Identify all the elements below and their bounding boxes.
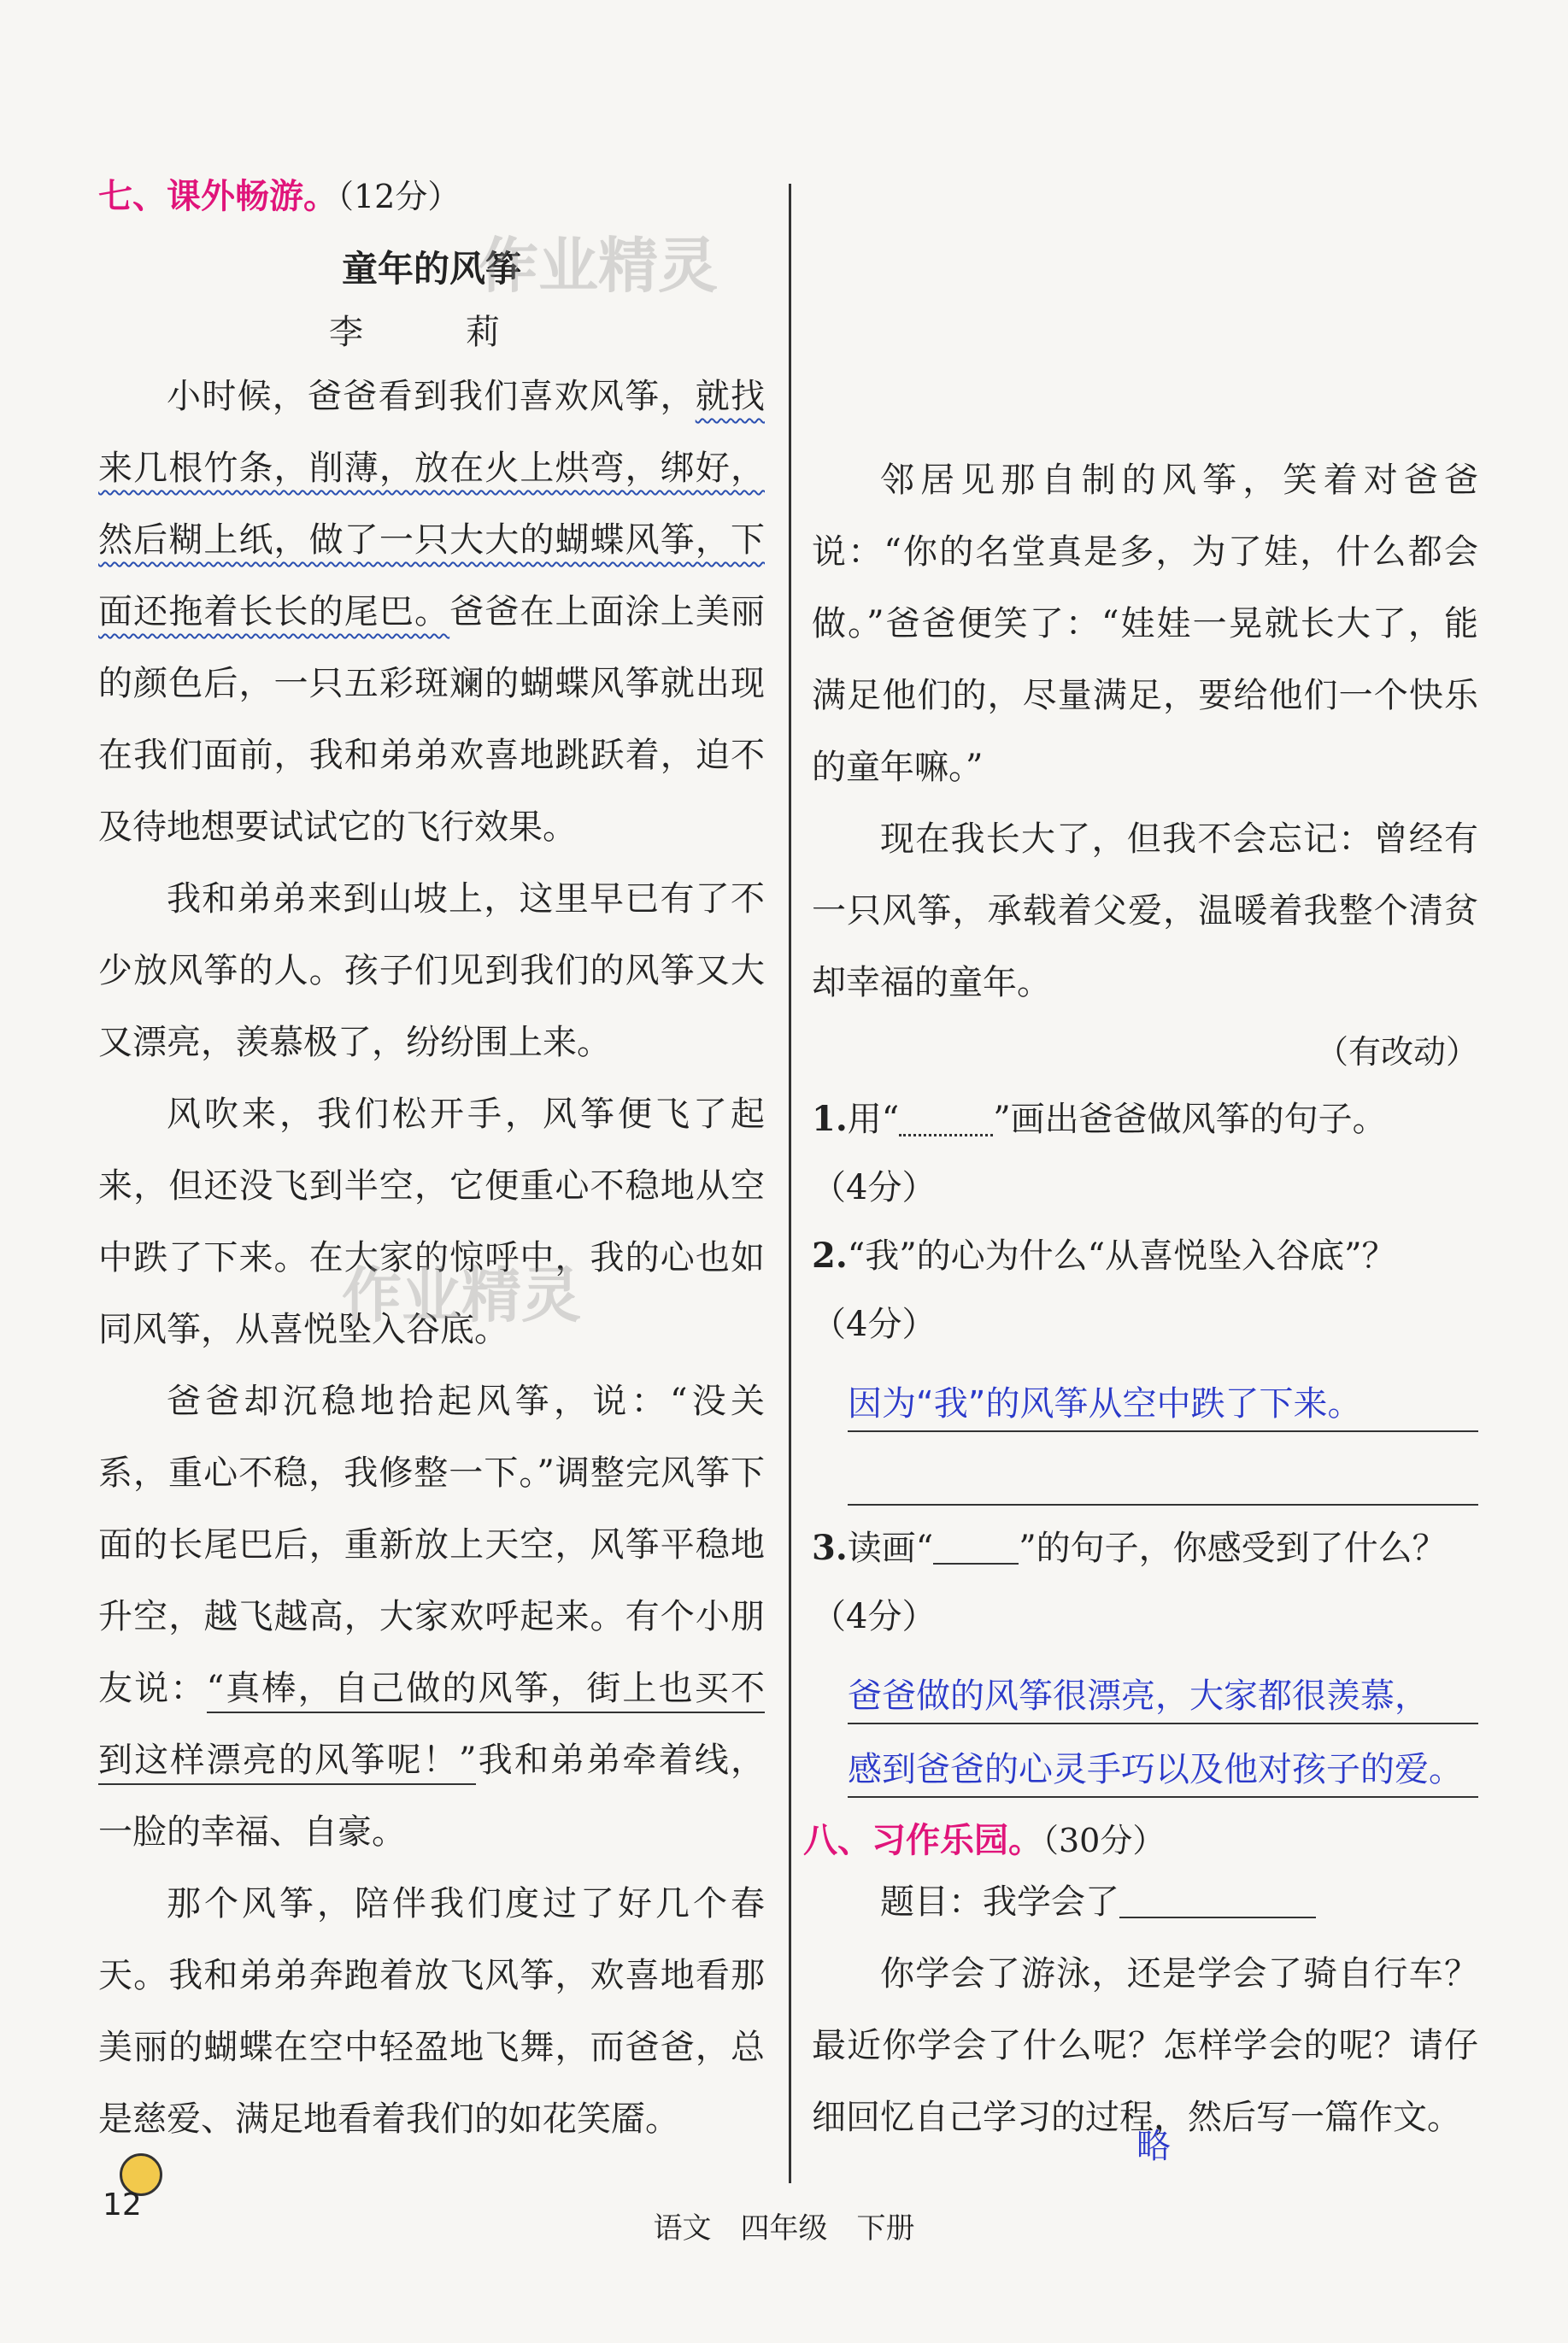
paragraph-1-end: 爸爸在上面涂上美丽的颜色后，一只五彩斑斓的蝴蝶风筝就出现在我们面前，我和弟弟欢喜地跳跃着，迫不及待地想要试试它的飞行效果。 bbox=[98, 592, 766, 847]
section-7-title: 七、课外畅游。 bbox=[98, 177, 338, 216]
article-credit: （有改动） bbox=[1315, 1033, 1478, 1071]
question-1 bbox=[812, 1085, 1478, 1222]
question-1-text-end: ”画出爸爸做风筝的句子。 bbox=[993, 1100, 1387, 1139]
essay-topic-text: 题目：我学会了 bbox=[880, 1882, 1119, 1922]
question-1-number: 1. bbox=[812, 1099, 848, 1139]
paragraph-1 bbox=[98, 361, 765, 863]
question-1-text-start: 用“ bbox=[847, 1100, 900, 1139]
paragraph-7: 现在我长大了，但我不会忘记：曾经有一只风筝，承载着父爱，温暖着我整个清贫却幸福的童年。 bbox=[812, 819, 1478, 1002]
answer-3-line2: 感到爸爸的心灵手巧以及他对孩子的爱。 bbox=[848, 1750, 1463, 1789]
paragraph-5: 那个风筝，陪伴我们度过了好几个春天。我和弟弟奔跑着放飞风筝，欢喜地看那美丽的蝴蝶在空中轻盈地飞舞，而爸爸，总是慈爱、满足地看着我们的如花笑靥。 bbox=[98, 1884, 765, 2139]
section-7-score: （12分） bbox=[338, 178, 461, 215]
wavy-line-symbol bbox=[899, 1108, 993, 1136]
question-3-score: （4分） bbox=[812, 1597, 937, 1636]
watermark-top: 作业精灵 bbox=[479, 231, 718, 301]
section-8-title: 八、习作乐园。 bbox=[803, 1821, 1042, 1860]
article-author: 李 莉 bbox=[329, 313, 534, 352]
footer-book-info: 语文 四年级 下册 bbox=[653, 2211, 915, 2246]
section-8-score: （30分） bbox=[1042, 1822, 1166, 1859]
answer-line-2b[interactable] bbox=[848, 1432, 1478, 1506]
paragraph-6: 邻居见那自制的风筝，笑着对爸爸说：“你的名堂真是多，为了娃，什么都会做。”爸爸便笑了：“娃娃一晃就长大了，能满足他们的，尽量满足，要给他们一个快乐的童年嘛。” bbox=[812, 461, 1478, 787]
column-divider bbox=[789, 184, 791, 2183]
paragraph-3: 风吹来，我们松开手，风筝便飞了起来，但还没飞到半空，它便重心不稳地从空中跌了下来。在大家的惊呼中，我的心也如同风筝，从喜悦坠入谷底。 bbox=[98, 1095, 765, 1349]
question-2-text: “我”的心为什么“从喜悦坠入谷底”？ bbox=[847, 1236, 1396, 1276]
essay-prompt: 你学会了游泳，还是学会了骑自行车？最近你学会了什么呢？怎样学会的呢？请仔细回忆自己学习的过程，然后写一篇作文。 bbox=[812, 1954, 1478, 2137]
question-3 bbox=[812, 1514, 1478, 1651]
paragraph-1-start: 小时候，爸爸看到我们喜欢风筝， bbox=[167, 377, 696, 416]
straight-line-symbol bbox=[933, 1537, 1019, 1565]
left-column bbox=[98, 171, 765, 2155]
answer-line-3b[interactable] bbox=[848, 1724, 1478, 1798]
paragraph-4 bbox=[98, 1365, 765, 1868]
question-2-number: 2. bbox=[812, 1236, 848, 1276]
essay-topic bbox=[812, 1866, 1478, 1938]
section-7-heading bbox=[98, 171, 765, 222]
watermark-middle: 作业精灵 bbox=[342, 1260, 581, 1330]
article-title: 童年的风筝 bbox=[341, 248, 521, 290]
paragraph-2: 我和弟弟来到山坡上，这里早已有了不少放风筝的人。孩子们见到我们的风筝又大又漂亮，羡慕极了，纷纷围上来。 bbox=[98, 879, 765, 1062]
essay-answer: 略 bbox=[1136, 2127, 1171, 2166]
right-column-content bbox=[803, 444, 1478, 2153]
question-2-score: （4分） bbox=[812, 1305, 937, 1344]
answer-line-2a[interactable] bbox=[848, 1359, 1478, 1432]
essay-topic-blank[interactable] bbox=[1119, 1891, 1316, 1918]
line-underlined-sentence: “真棒，自己做的风筝，街上也买不到这样漂亮的风筝呢！” bbox=[98, 1669, 765, 1785]
paragraph-4-end: 我和弟弟牵着线，一脸的幸福、自豪。 bbox=[98, 1741, 765, 1852]
question-3-text-start: 读画“ bbox=[847, 1529, 934, 1568]
answer-line-3a[interactable] bbox=[848, 1651, 1478, 1724]
wavy-underlined-sentence: 就找来几根竹条，削薄，放在火上烘弯，绑好，然后糊上纸，做了一只大大的蝴蝶风筝，下面还拖着长长的尾巴。 bbox=[98, 377, 765, 631]
question-1-score: （4分） bbox=[812, 1168, 937, 1207]
paragraph-4-start: 爸爸却沉稳地拾起风筝，说：“没关系，重心不稳，我修整一下。”调整完风筝下面的长尾巴后，重新放上天空，风筝平稳地升空，越飞越高，大家欢呼起来。有个小朋友说： bbox=[98, 1382, 765, 1708]
page-number: 12 bbox=[103, 2187, 142, 2223]
answer-2-text: 因为“我”的风筝从空中跌了下来。 bbox=[848, 1384, 1362, 1424]
question-3-text-end: ”的句子，你感受到了什么？ bbox=[1019, 1529, 1447, 1568]
answer-3-line1: 爸爸做的风筝很漂亮，大家都很羡慕， bbox=[848, 1677, 1429, 1716]
question-3-number: 3. bbox=[812, 1528, 848, 1568]
question-2 bbox=[812, 1222, 1478, 1359]
section-8-heading bbox=[803, 1815, 1478, 1866]
